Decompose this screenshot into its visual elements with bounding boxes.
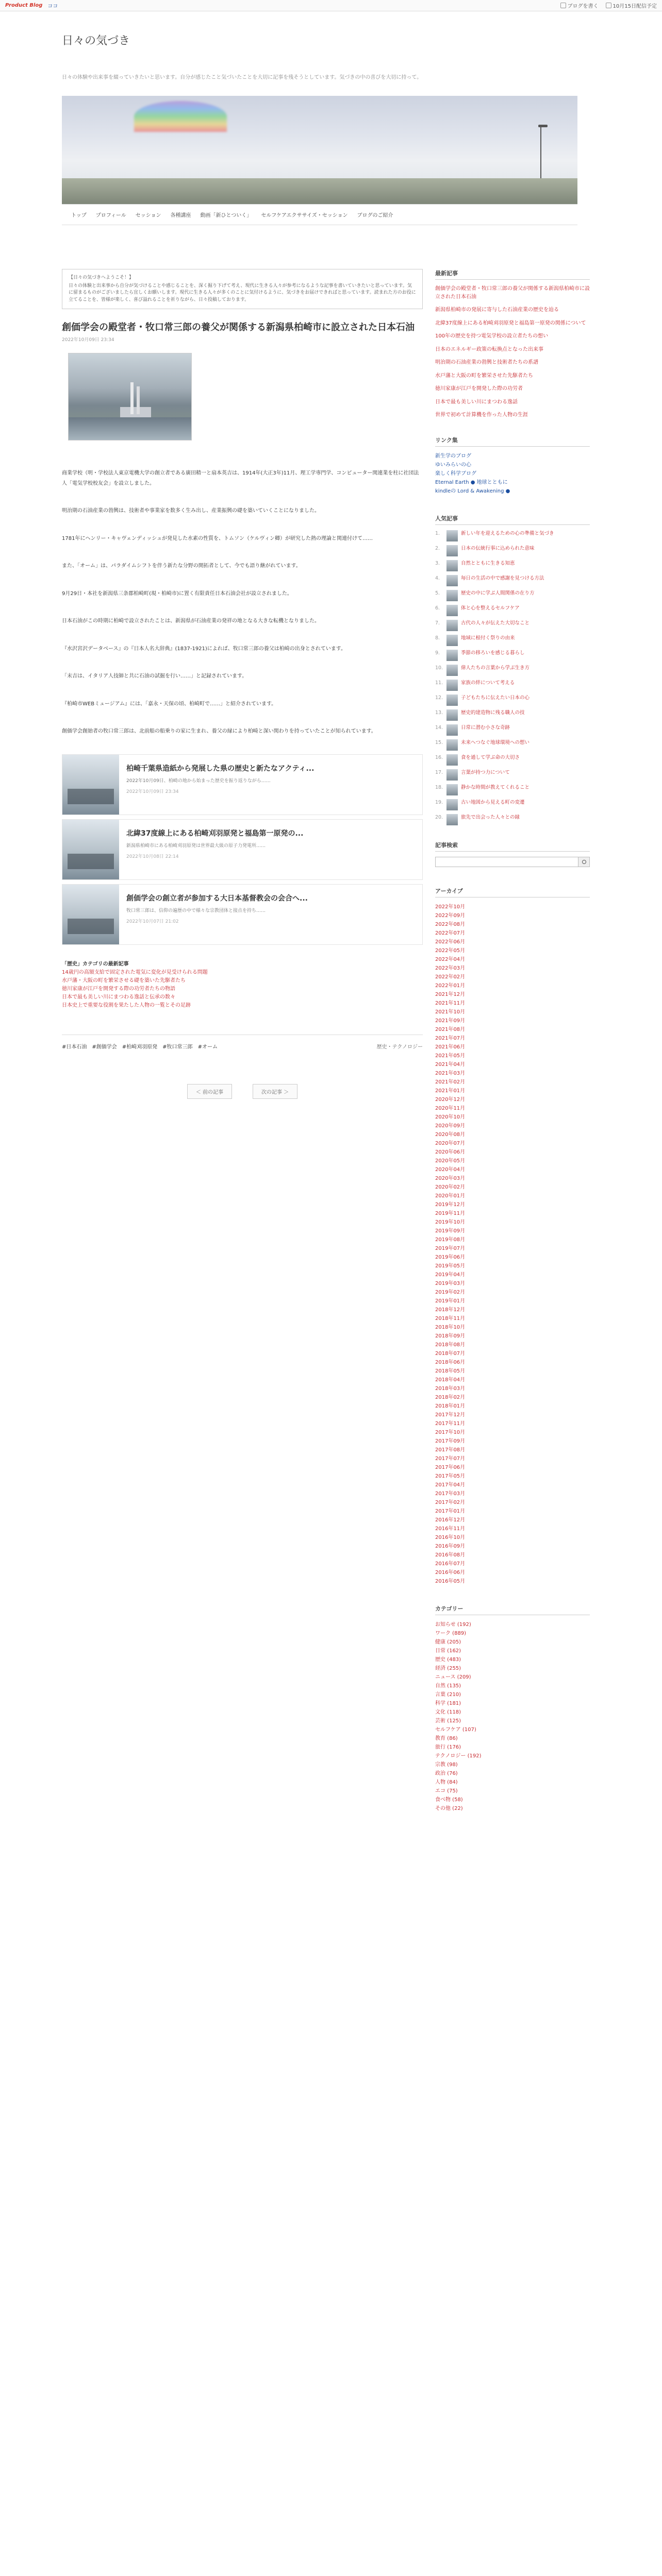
- archive-item[interactable]: 2019年06月: [435, 1254, 466, 1260]
- ranking-title[interactable]: 静かな時間が教えてくれること: [461, 784, 530, 790]
- archive-item[interactable]: 2018年09月: [435, 1333, 466, 1339]
- ranking-item[interactable]: [435, 620, 590, 631]
- archive-item[interactable]: 2022年07月: [435, 930, 466, 936]
- ranking-title: 人気記事: [435, 514, 590, 525]
- post-paragraph: また、「オーム」は、パラダイムシフトを伴う新たな分野の開拓者として、今でも語り継がれています。: [62, 563, 301, 569]
- recent-list: [435, 285, 590, 419]
- recent-item[interactable]: 徳川家康が江戸を開発した際の功労者: [435, 386, 523, 392]
- archive-item[interactable]: 2021年01月: [435, 1088, 466, 1094]
- category-list: [435, 1620, 590, 1813]
- archive-item[interactable]: 2017年12月: [435, 1412, 466, 1418]
- welcome-notice: [62, 269, 423, 309]
- ranking-thumbnail: [446, 709, 458, 721]
- category-item[interactable]: 科学 (181): [435, 1700, 461, 1706]
- post-paragraph: 『水沢宮沢データベース』の『日本人名大辞典』(1837-1921)によれば、牧口常三郎の養父は柏崎の出身とされています。: [62, 646, 346, 652]
- ranking-item[interactable]: [435, 560, 590, 571]
- category-item[interactable]: エコ (75): [435, 1788, 458, 1794]
- category-item[interactable]: 経済 (255): [435, 1665, 461, 1671]
- ranking-item[interactable]: [435, 724, 590, 736]
- ranking-item[interactable]: [435, 784, 590, 795]
- category-item[interactable]: 宗教 (98): [435, 1761, 458, 1768]
- archive-item[interactable]: 2017年10月: [435, 1429, 466, 1435]
- archive-item[interactable]: 2019年11月: [435, 1210, 466, 1216]
- related-card-title[interactable]: 創価学会の創立者が参加する大日本基督教会の会合へ...: [126, 894, 308, 903]
- archive-item[interactable]: 2020年05月: [435, 1158, 466, 1164]
- post-paragraph: 明治期の石油産業の勃興は、技術者や事業家を数多く生み出し、産業振興の礎を築いていくことになりました。: [62, 508, 320, 514]
- archive-item[interactable]: 2021年06月: [435, 1044, 466, 1050]
- ranking-thumbnail: [446, 754, 458, 766]
- archive-item[interactable]: 2020年04月: [435, 1166, 466, 1173]
- category-item[interactable]: ニュース (209): [435, 1674, 471, 1680]
- ranking-number: 1.: [435, 530, 440, 536]
- ranking-number: 15.: [435, 739, 443, 745]
- archive-item[interactable]: 2019年07月: [435, 1245, 466, 1251]
- archive-item[interactable]: 2019年08月: [435, 1236, 466, 1243]
- nav-item-profile[interactable]: プロフィール: [95, 213, 126, 218]
- archive-item[interactable]: 2021年09月: [435, 1018, 466, 1024]
- category-item[interactable]: 自然 (135): [435, 1683, 461, 1689]
- rainbow-decoration: [134, 101, 227, 132]
- post-category-link[interactable]: 歴史・テクノロジー: [376, 1044, 423, 1050]
- ranking-title[interactable]: 未来へつなぐ地球環境への想い: [461, 739, 530, 745]
- ranking-item[interactable]: [435, 769, 590, 781]
- category-item[interactable]: 日常 (162): [435, 1648, 461, 1654]
- ranking-thumbnail: [446, 694, 458, 706]
- recent-item[interactable]: 日本で最も美しい川にまつわる逸話: [435, 399, 518, 405]
- topbar-right: [560, 2, 657, 9]
- related-card-title[interactable]: 北緯37度線上にある柏崎刈羽原発と福島第一原発の...: [126, 829, 304, 838]
- category-item[interactable]: 旅行 (176): [435, 1744, 461, 1750]
- ranking-title[interactable]: 地域に根付く祭りの由来: [461, 635, 515, 641]
- category-item[interactable]: 食べ物 (58): [435, 1797, 463, 1803]
- archive-item[interactable]: 2017年03月: [435, 1490, 466, 1497]
- lamp-head-decoration: [538, 125, 548, 127]
- archive-item[interactable]: 2019年02月: [435, 1289, 466, 1295]
- tag-list: [62, 1035, 423, 1050]
- related-card-date: 2022年10月08日 22:14: [126, 854, 179, 860]
- page: [62, 32, 600, 1811]
- ranking-thumbnail: [446, 605, 458, 616]
- archive-item[interactable]: 2018年08月: [435, 1342, 466, 1348]
- ranking-number: 6.: [435, 605, 440, 611]
- recent-title: 最新記事: [435, 269, 590, 280]
- links-list: [435, 452, 590, 496]
- ranking-item[interactable]: [435, 709, 590, 721]
- category-item[interactable]: セルフケア (107): [435, 1726, 476, 1733]
- archive-item[interactable]: 2019年09月: [435, 1228, 466, 1234]
- ranking-number: 12.: [435, 694, 443, 701]
- post-paragraph: 日本石油がこの時期に柏崎で設立されたことは、新潟県が石油産業の発祥の地となる大きな転機となりました。: [62, 618, 320, 624]
- category-item[interactable]: 芸術 (125): [435, 1718, 461, 1724]
- ranking-item[interactable]: [435, 575, 590, 586]
- archive-item[interactable]: 2016年08月: [435, 1552, 466, 1558]
- ranking-thumbnail: [446, 769, 458, 781]
- category-latest: [62, 960, 423, 1010]
- ranking-title[interactable]: 子どもたちに伝えたい日本の心: [461, 694, 530, 701]
- post-image-plant: [120, 407, 151, 417]
- grass-decoration: [62, 178, 577, 204]
- post-paragraph: 商業学校（明・学校法人東京電機大学の創立者である廣田精一と扇本英吉は、1914年(大正3年)11月、理工学専門学、コンピューター関連業を柱に社団法人「電気学校校友会」を設立しました。: [62, 470, 419, 486]
- ranking-thumbnail: [446, 620, 458, 631]
- archive-item[interactable]: 2017年04月: [435, 1482, 466, 1488]
- recent-item[interactable]: 水戸藩と大阪の町を繁栄させた先駆者たち: [435, 372, 533, 379]
- archive-item[interactable]: 2018年10月: [435, 1324, 466, 1330]
- ranking-title[interactable]: 偉人たちの言葉から学ぶ生き方: [461, 665, 530, 671]
- category-item[interactable]: 人物 (84): [435, 1779, 458, 1785]
- category-latest-item[interactable]: 徳川家康が江戸を開発する際の功労者たちの物語: [62, 986, 175, 992]
- recent-item[interactable]: 100年の歴史を持つ電気学校の設立者たちの想い: [435, 333, 549, 339]
- archive-item[interactable]: 2018年05月: [435, 1368, 466, 1374]
- archive-item[interactable]: 2016年06月: [435, 1569, 466, 1575]
- category-item[interactable]: お知らせ (192): [435, 1621, 471, 1628]
- search-box: [435, 857, 590, 867]
- archive-item[interactable]: 2022年05月: [435, 947, 466, 954]
- archive-item[interactable]: 2020年11月: [435, 1105, 466, 1111]
- ranking-number: 10.: [435, 665, 443, 671]
- tag[interactable]: #日本石油: [62, 1044, 87, 1050]
- archive-item[interactable]: 2017年05月: [435, 1473, 466, 1479]
- ranking-title[interactable]: 自然とともに生きる知恵: [461, 560, 515, 566]
- ranking-title[interactable]: 新しい年を迎えるための心の準備と気づき: [461, 530, 554, 536]
- tag[interactable]: #オーム: [197, 1044, 218, 1050]
- archive-item[interactable]: 2017年01月: [435, 1508, 466, 1514]
- ranking-thumbnail: [446, 724, 458, 736]
- ranking-item[interactable]: [435, 799, 590, 810]
- lamppost-decoration: [540, 127, 541, 183]
- category-item[interactable]: 教育 (86): [435, 1735, 458, 1741]
- recent-item[interactable]: 北緯37度線上にある柏崎刈羽原発と福島第一原発の関係について: [435, 320, 586, 326]
- search-icon: [582, 860, 586, 864]
- category-item[interactable]: 言葉 (210): [435, 1691, 461, 1698]
- ranking-item[interactable]: [435, 739, 590, 751]
- archive-item[interactable]: 2016年11月: [435, 1526, 466, 1532]
- archive-item[interactable]: 2022年02月: [435, 974, 466, 980]
- archive-item[interactable]: 2018年07月: [435, 1350, 466, 1357]
- archive-item[interactable]: 2016年07月: [435, 1561, 466, 1567]
- archive-item[interactable]: 2019年10月: [435, 1219, 466, 1225]
- ranking-item[interactable]: [435, 814, 590, 825]
- ranking-item[interactable]: [435, 530, 590, 541]
- ranking-title[interactable]: 体と心を整えるセルフケア: [461, 605, 520, 611]
- nav-item-video[interactable]: 動画「新ひとついく」: [200, 213, 252, 218]
- category-item[interactable]: 政治 (76): [435, 1770, 458, 1776]
- archive-item[interactable]: 2021年08月: [435, 1026, 466, 1032]
- post-paragraph: 創価学会創始者の牧口常三郎は、北前船の船乗りの家に生まれ、養父の縁により柏崎と深い関わりを持っていたことが知られています。: [62, 728, 376, 735]
- archive-list: [435, 903, 590, 1586]
- pager: [62, 1084, 423, 1099]
- archive-item[interactable]: 2021年02月: [435, 1079, 466, 1085]
- ranking-thumbnail: [446, 545, 458, 556]
- category-item[interactable]: 健康 (205): [435, 1639, 461, 1645]
- post-image-chimney: [137, 386, 140, 414]
- archive-item[interactable]: 2022年06月: [435, 939, 466, 945]
- category-item[interactable]: テクノロジー (192): [435, 1753, 482, 1759]
- header-image: [62, 96, 577, 204]
- archive-item[interactable]: 2020年08月: [435, 1131, 466, 1138]
- archive-item[interactable]: 2022年09月: [435, 912, 466, 919]
- archive-item[interactable]: 2022年04月: [435, 956, 466, 962]
- category-item[interactable]: 文化 (118): [435, 1709, 461, 1715]
- site-logo[interactable]: Product Blog: [5, 3, 43, 8]
- archive-item[interactable]: 2021年03月: [435, 1070, 466, 1076]
- archive-item[interactable]: 2020年01月: [435, 1193, 466, 1199]
- category-latest-item[interactable]: 日本で最も美しい川にまつわる逸話と伝承の数々: [62, 994, 175, 1000]
- related-card-desc: 2022年10月09日、柏崎の地から始まった歴史を振り返りながら……: [126, 778, 271, 784]
- archive-item[interactable]: 2021年10月: [435, 1009, 466, 1015]
- ranking-thumbnail: [446, 530, 458, 541]
- ranking-item[interactable]: [435, 605, 590, 616]
- recent-item[interactable]: 世界で初めて計算機を作った人物の生涯: [435, 412, 528, 418]
- ranking-number: 19.: [435, 799, 443, 805]
- top-bar: [0, 0, 662, 11]
- tag[interactable]: #牧口常三郎: [162, 1044, 193, 1050]
- ranking-title[interactable]: 家族の絆について考える: [461, 680, 515, 686]
- recent-item[interactable]: 明治期の石油産業の勃興と技術者たちの系譜: [435, 360, 538, 365]
- search-title: 記事検索: [435, 841, 590, 852]
- archive-item[interactable]: 2018年01月: [435, 1403, 466, 1409]
- category-latest-item[interactable]: 14歳円の高額支給で固定された電気に変化が見受けられる問題: [62, 969, 208, 975]
- archive-item[interactable]: 2016年12月: [435, 1517, 466, 1523]
- archive-item[interactable]: 2018年03月: [435, 1385, 466, 1392]
- ranking-number: 16.: [435, 754, 443, 760]
- links-title: リンク集: [435, 436, 590, 447]
- main-column: [62, 269, 423, 1099]
- ranking-thumbnail: [446, 739, 458, 751]
- archive-item[interactable]: 2020年07月: [435, 1140, 466, 1146]
- ranking-thumbnail: [446, 635, 458, 646]
- ranking-number: 8.: [435, 635, 440, 641]
- archive-item[interactable]: 2021年04月: [435, 1061, 466, 1067]
- topbar-link[interactable]: ココ: [47, 4, 58, 9]
- archive-item[interactable]: 2022年03月: [435, 965, 466, 971]
- post-paragraph: 1781年にヘンリー・キャヴェンディッシュが発見した水素の性質を、トムソン（ケルヴィン卿）が研究した熱の理論と関連付けて……: [62, 535, 373, 541]
- ranking-title[interactable]: 古い地図から見える町の変遷: [461, 799, 525, 805]
- related-card[interactable]: [62, 884, 423, 945]
- ranking-title[interactable]: 季節の移ろいを感じる暮らし: [461, 650, 525, 656]
- ranking-thumbnail: [446, 650, 458, 661]
- ranking-number: 14.: [435, 724, 443, 731]
- ranking-number: 7.: [435, 620, 440, 626]
- archive-item[interactable]: 2017年08月: [435, 1447, 466, 1453]
- category-latest-item[interactable]: 日本史上で重要な役割を果たした人物の一覧とその足跡: [62, 1002, 191, 1008]
- nav-item-blog-intro[interactable]: ブログのご紹介: [357, 213, 393, 218]
- related-card-image: [62, 820, 119, 879]
- ranking-item[interactable]: [435, 590, 590, 601]
- link-item[interactable]: 新生学のブログ: [435, 453, 471, 459]
- link-item[interactable]: 楽しく科学ブログ: [435, 470, 476, 477]
- link-item[interactable]: Eternal Earth ● 地球とともに: [435, 479, 508, 485]
- related-card-date: 2022年10月09日 23:34: [126, 789, 179, 795]
- ranking-title[interactable]: 日常に潜む小さな奇跡: [461, 724, 510, 731]
- ranking-thumbnail: [446, 814, 458, 825]
- archive-item[interactable]: 2020年10月: [435, 1114, 466, 1120]
- ranking-number: 4.: [435, 575, 440, 581]
- ranking-thumbnail: [446, 680, 458, 691]
- related-card-image: [62, 885, 119, 944]
- related-card-date: 2022年10月07日 21:02: [126, 919, 179, 925]
- ranking-number: 9.: [435, 650, 440, 656]
- archive-item[interactable]: 2020年03月: [435, 1175, 466, 1181]
- archive-item[interactable]: 2020年06月: [435, 1149, 466, 1155]
- post-image-water: [69, 417, 191, 440]
- post-paragraph: 「末吉は、イタリア人技師と共に石油の試掘を行い……」と記録されています。: [62, 673, 247, 680]
- archive-item[interactable]: 2017年06月: [435, 1464, 466, 1470]
- notice-body: 日々の体験と出来事から自分が気づけることや感じることを、深く掘り下げて考え、現代に生きる人々が参考になるような記事を書いていきたいと思っています。気に留まるものがございましたら宜しくお願いします。現代に生きる人々が多くのことに気付けるように、気づきをお届けできればと思っています。読まれた方のお役に立てることを、皆様が楽しく、喜び溢れることを祈りながら、日々投稿しております。: [69, 283, 416, 302]
- archive-item[interactable]: 2020年02月: [435, 1184, 466, 1190]
- ranking-item[interactable]: [435, 665, 590, 676]
- ranking-title[interactable]: 旅先で出会った人々との縁: [461, 814, 520, 820]
- prev-post-button[interactable]: ＜ 前の記事: [187, 1084, 232, 1099]
- ranking-thumbnail: [446, 590, 458, 601]
- ranking-item[interactable]: [435, 694, 590, 706]
- nav-item-courses[interactable]: 各種講座: [170, 213, 191, 218]
- ranking-list: [435, 530, 590, 825]
- notice-title: 【日々の気づきへようこそ！】: [69, 275, 134, 280]
- ranking-number: 11.: [435, 680, 443, 686]
- archive-item[interactable]: 2017年07月: [435, 1455, 466, 1462]
- post-title[interactable]: 創価学会の殿堂者・牧口常三郎の養父が関係する新潟県柏崎市に設立された日本石油: [62, 322, 415, 333]
- archive-item[interactable]: 2019年05月: [435, 1263, 466, 1269]
- nav-item-session[interactable]: セッション: [135, 213, 161, 218]
- ranking-item[interactable]: [435, 545, 590, 556]
- related-card-desc: 牧口常三郎は、信仰の遍歴の中で様々な宗教団体と接点を持ち……: [126, 908, 266, 913]
- ranking-item[interactable]: [435, 754, 590, 766]
- pencil-icon: [560, 3, 566, 8]
- archive-item[interactable]: 2020年09月: [435, 1123, 466, 1129]
- search-input[interactable]: [435, 857, 578, 867]
- ranking-title[interactable]: 古代の人々が伝えた大切なこと: [461, 620, 530, 626]
- archive-item[interactable]: 2021年07月: [435, 1035, 466, 1041]
- ranking-number: 5.: [435, 590, 440, 596]
- link-item[interactable]: ゆいみらいの心: [435, 462, 471, 468]
- archive-item[interactable]: 2017年11月: [435, 1420, 466, 1427]
- archive-item[interactable]: 2018年12月: [435, 1307, 466, 1313]
- tag[interactable]: #柏崎刈羽原発: [122, 1044, 158, 1050]
- sidebar: [435, 269, 590, 1813]
- related-card-image: [62, 755, 119, 815]
- category-title: カテゴリー: [435, 1604, 590, 1615]
- ranking-title[interactable]: 日本の伝統行事に込められた意味: [461, 545, 535, 551]
- archive-item[interactable]: 2021年11月: [435, 1000, 466, 1006]
- related-card[interactable]: [62, 819, 423, 880]
- ranking-item[interactable]: [435, 680, 590, 691]
- archive-item[interactable]: 2022年01月: [435, 982, 466, 989]
- archive-item[interactable]: 2019年04月: [435, 1272, 466, 1278]
- ranking-item[interactable]: [435, 635, 590, 646]
- category-latest-item[interactable]: 水戸藩・大阪の町を繁栄させる礎を築いた先駆者たち: [62, 977, 186, 984]
- category-latest-heading: 「歴史」カテゴリの最新記事: [62, 961, 129, 967]
- related-card-desc: 新潟県柏崎市にある柏崎刈羽原発は世界最大級の原子力発電所……: [126, 843, 266, 849]
- recent-item[interactable]: 日本のエネルギー政策の転換点となった出来事: [435, 346, 543, 352]
- tag[interactable]: #創価学会: [92, 1044, 117, 1050]
- archive-item[interactable]: 2016年10月: [435, 1534, 466, 1540]
- archive-item[interactable]: 2018年11月: [435, 1315, 466, 1321]
- write-blog-link[interactable]: ブログを書く: [560, 2, 599, 9]
- ranking-number: 13.: [435, 709, 443, 716]
- nav-item-selfcare[interactable]: セルフケアエクササイズ・セッション: [261, 213, 348, 218]
- bell-icon: [606, 3, 611, 8]
- ranking-thumbnail: [446, 784, 458, 795]
- archive-item[interactable]: 2017年02月: [435, 1499, 466, 1505]
- recent-item[interactable]: 新潟県柏崎市の発展に寄与した石油産業の歴史を辿る: [435, 307, 559, 313]
- archive-item[interactable]: 2022年10月: [435, 904, 466, 910]
- archive-item[interactable]: 2018年06月: [435, 1359, 466, 1365]
- archive-item[interactable]: 2017年09月: [435, 1438, 466, 1444]
- archive-title: アーカイブ: [435, 887, 590, 897]
- archive-item[interactable]: 2018年04月: [435, 1377, 466, 1383]
- ranking-number: 2.: [435, 545, 440, 551]
- related-card-title[interactable]: 柏崎千葉県造紙から発展した県の歴史と新たなアクティ...: [126, 764, 315, 773]
- ranking-thumbnail: [446, 560, 458, 571]
- archive-item[interactable]: 2016年05月: [435, 1578, 466, 1584]
- post-date: 2022年10月09日 23:34: [62, 337, 114, 343]
- archive-item[interactable]: 2019年12月: [435, 1201, 466, 1208]
- post-paragraph: 9月29日・本社を新潟県三条郡柏崎町(現・柏崎市)に置く有限責任日本石油会社が設立されました。: [62, 590, 292, 597]
- ranking-thumbnail: [446, 575, 458, 586]
- ranking-number: 17.: [435, 769, 443, 775]
- main-nav: [62, 204, 577, 225]
- archive-item[interactable]: 2016年09月: [435, 1543, 466, 1549]
- post-image-chimney: [130, 382, 134, 414]
- ranking-item[interactable]: [435, 650, 590, 661]
- ranking-number: 20.: [435, 814, 443, 820]
- search-button[interactable]: [578, 857, 590, 867]
- link-item[interactable]: kindleの Lord & Awakening ●: [435, 488, 510, 494]
- ranking-thumbnail: [446, 799, 458, 810]
- schedule-link[interactable]: 10月15日配信予定: [606, 2, 657, 9]
- archive-item[interactable]: 2021年12月: [435, 991, 466, 997]
- ranking-title[interactable]: 言葉が持つ力について: [461, 769, 510, 775]
- blog-title[interactable]: 日々の気づき: [62, 35, 130, 47]
- archive-item[interactable]: 2020年12月: [435, 1096, 466, 1103]
- ranking-title[interactable]: 毎日の生活の中で感謝を見つける方法: [461, 575, 544, 581]
- category-item[interactable]: ワーク (889): [435, 1630, 467, 1636]
- post-image: [68, 353, 192, 440]
- archive-item[interactable]: 2019年03月: [435, 1280, 466, 1286]
- category-item[interactable]: その他 (22): [435, 1805, 463, 1811]
- ranking-thumbnail: [446, 665, 458, 676]
- archive-item[interactable]: 2018年02月: [435, 1394, 466, 1400]
- archive-item[interactable]: 2019年01月: [435, 1298, 466, 1304]
- ranking-title[interactable]: 歴史の中に学ぶ人間関係の在り方: [461, 590, 535, 596]
- next-post-button[interactable]: 次の記事 ＞: [253, 1084, 297, 1099]
- category-item[interactable]: 歴史 (483): [435, 1656, 461, 1663]
- ranking-number: 3.: [435, 560, 440, 566]
- recent-item[interactable]: 創価学会の殿堂者・牧口常三郎の養父が関係する新潟県柏崎市に設立された日本石油: [435, 286, 590, 300]
- archive-item[interactable]: 2021年05月: [435, 1053, 466, 1059]
- blog-description: 日々の体験や出来事を綴っていきたいと思います。自分が感じたこと気づいたことを大切に記事を残そうとしています。気づきの中の喜びを大切に持って。: [62, 75, 422, 80]
- ranking-title[interactable]: 食を通して学ぶ命の大切さ: [461, 754, 520, 760]
- nav-item-top[interactable]: トップ: [71, 213, 87, 218]
- post-paragraph: 『柏崎市WEBミュージアム』には、「嘉永・天保の頃、柏崎町で……」と紹介されています。: [62, 701, 277, 707]
- ranking-title[interactable]: 歴史的建造物に残る職人の技: [461, 709, 525, 716]
- archive-item[interactable]: 2022年08月: [435, 921, 466, 927]
- related-card[interactable]: [62, 754, 423, 815]
- ranking-number: 18.: [435, 784, 443, 790]
